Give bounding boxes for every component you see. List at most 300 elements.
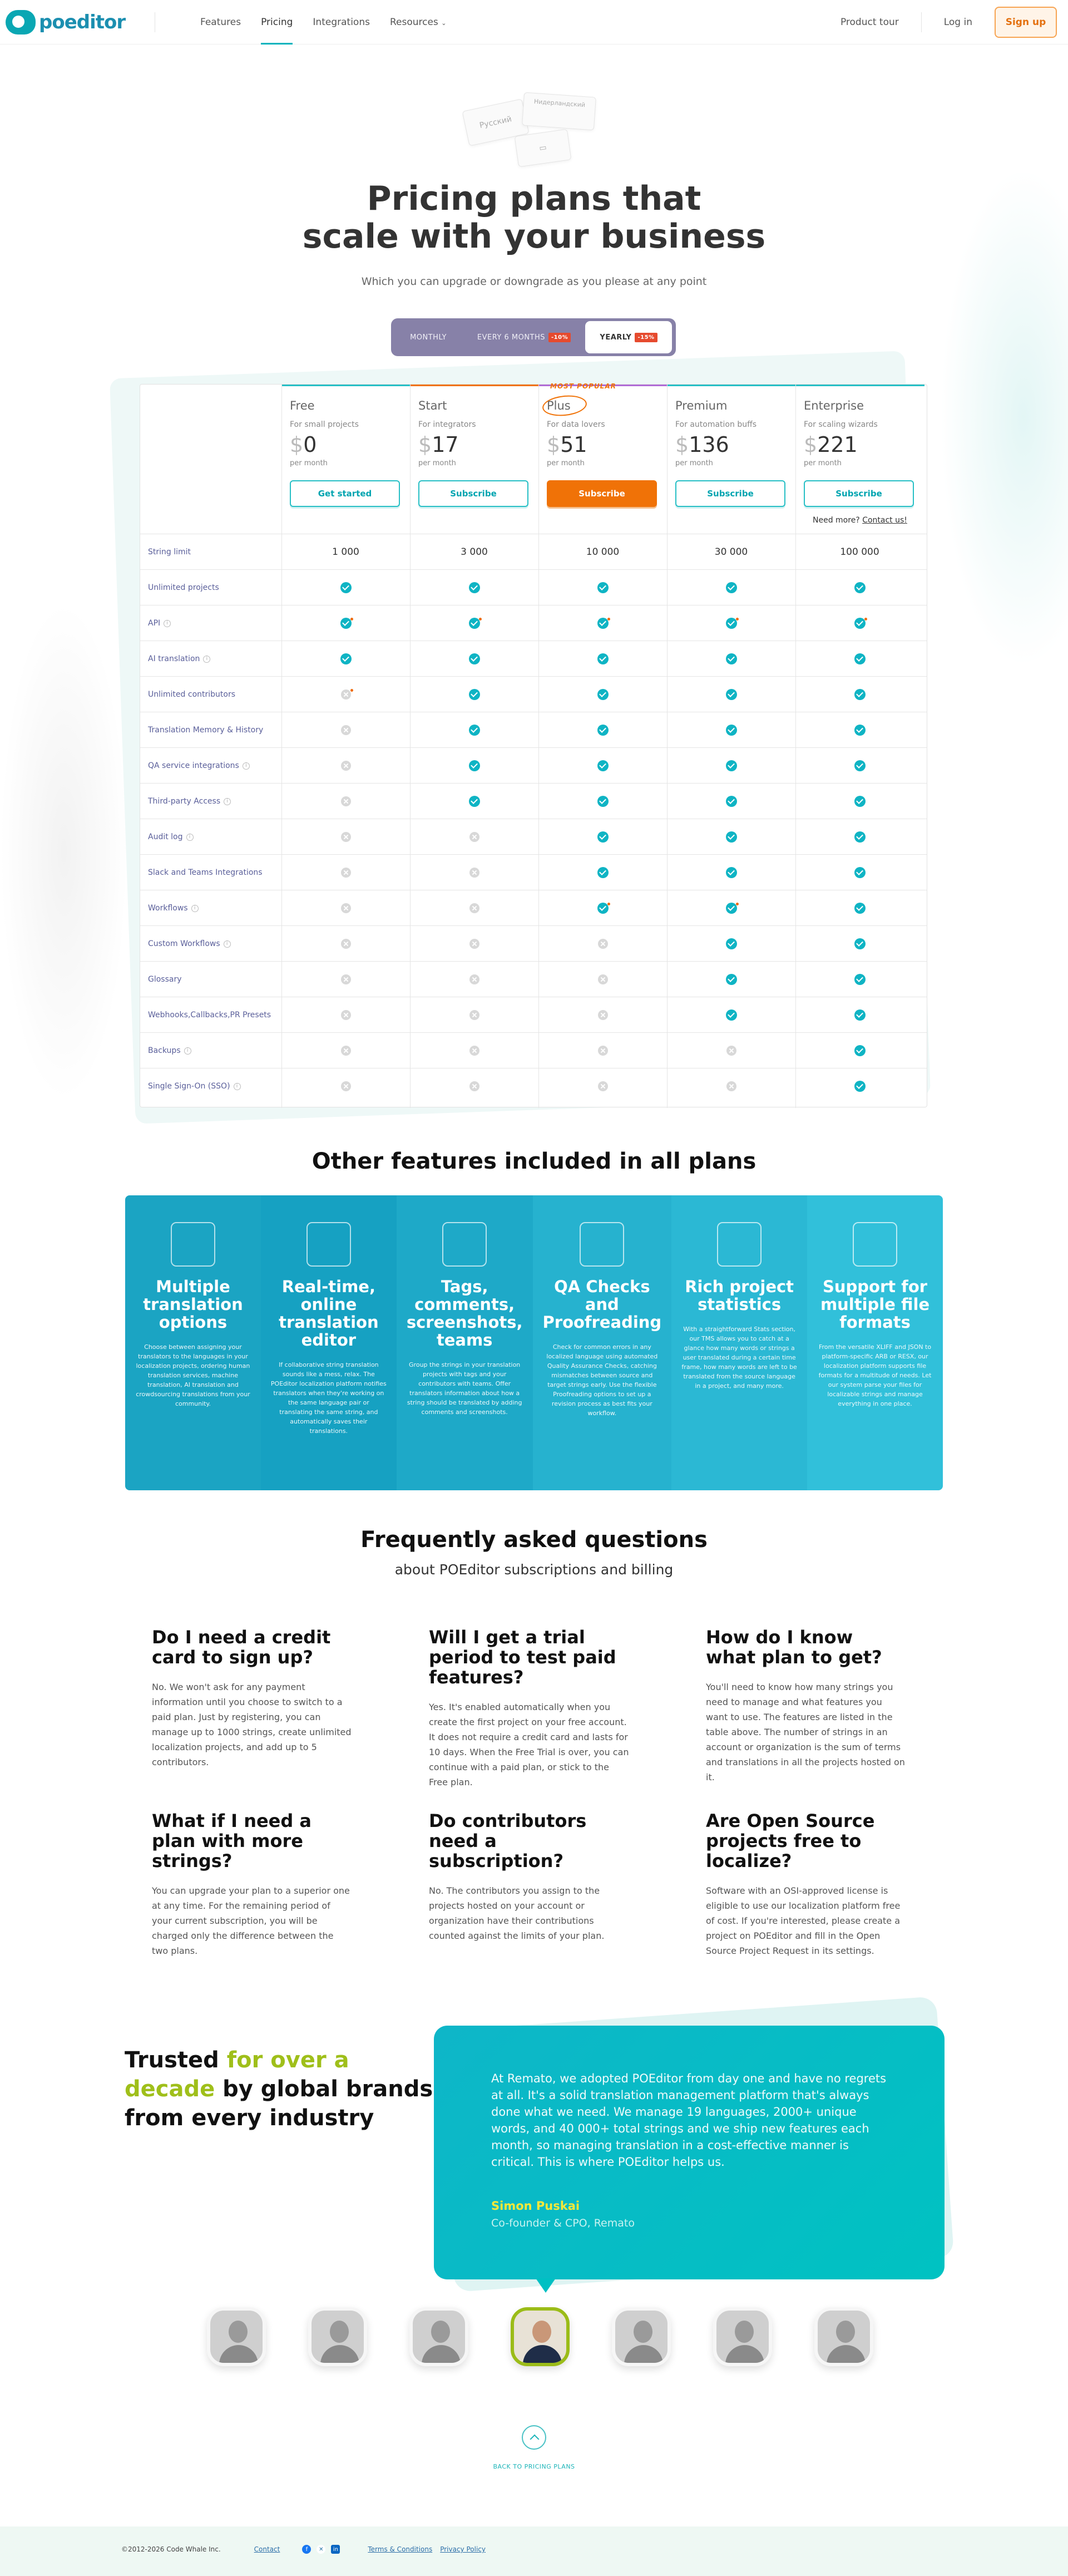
feature-name: Translation Memory & History xyxy=(148,726,264,735)
feature-cell xyxy=(281,819,410,855)
feature-card-title: Tags, comments, screenshots, teams xyxy=(406,1277,523,1349)
plan-description: For scaling wizards xyxy=(804,420,878,429)
feature-row xyxy=(140,997,927,1032)
check-icon xyxy=(726,725,737,736)
contact-us-link[interactable]: Contact us! xyxy=(862,516,907,525)
customer-avatar[interactable] xyxy=(306,2305,407,2372)
statistics-icon xyxy=(717,1222,762,1267)
feature-cell xyxy=(410,997,538,1033)
features-panel xyxy=(125,1195,943,1490)
feature-cell xyxy=(667,784,795,819)
check-icon xyxy=(726,974,737,985)
check-icon xyxy=(854,867,866,878)
feature-cell xyxy=(538,1033,667,1068)
cross-icon xyxy=(341,725,351,735)
feature-row xyxy=(140,569,927,605)
feature-card xyxy=(533,1195,672,1490)
plan-description: For small projects xyxy=(290,420,359,429)
avatar-photo xyxy=(207,2307,266,2366)
plan-price xyxy=(547,432,587,457)
feature-cell xyxy=(667,712,795,748)
plan-premium-button[interactable]: Subscribe xyxy=(675,480,785,507)
check-icon xyxy=(726,760,737,771)
title-line: scale with your business xyxy=(302,217,766,256)
feature-cell xyxy=(410,855,538,890)
price-period: per month xyxy=(804,459,842,467)
feature-row xyxy=(140,712,927,747)
product-tour-link[interactable]: Product tour xyxy=(840,17,899,28)
feature-label xyxy=(148,570,219,605)
billing-monthly[interactable] xyxy=(394,321,463,353)
testimonial-card xyxy=(434,2026,945,2279)
check-icon xyxy=(469,760,480,771)
info-icon[interactable]: i xyxy=(184,1047,191,1055)
avatar-photo xyxy=(308,2307,367,2366)
customer-avatar[interactable] xyxy=(711,2305,812,2372)
feature-value: 100 000 xyxy=(840,546,879,558)
hero-card xyxy=(522,92,596,131)
arrow-up-icon xyxy=(522,2425,546,2450)
feature-cell xyxy=(795,926,924,962)
info-icon[interactable]: i xyxy=(243,762,250,770)
feature-value: 1 000 xyxy=(332,546,359,558)
footnote-dot-icon xyxy=(736,903,739,905)
feature-cell xyxy=(667,997,795,1033)
feature-row xyxy=(140,641,927,676)
faq-answer: You'll need to know how many strings you need to manage and what features you want to use. The features are listed in the table above. The number of strings in an account or organization is the sum of terms and translations in all the projects hosted on it. xyxy=(706,1682,905,1782)
feature-cell xyxy=(795,962,924,997)
feature-cell xyxy=(667,677,795,712)
feature-cell xyxy=(538,570,667,605)
feature-cell xyxy=(538,748,667,784)
cross-icon xyxy=(341,868,351,878)
info-icon[interactable]: i xyxy=(186,834,194,841)
plan-enterprise-button[interactable]: Subscribe xyxy=(804,480,914,507)
check-icon xyxy=(726,867,737,878)
customer-avatars xyxy=(205,2305,913,2372)
feature-name: String limit xyxy=(148,548,191,556)
feature-card xyxy=(807,1195,943,1490)
cross-icon xyxy=(469,1046,479,1056)
check-icon xyxy=(726,689,737,700)
feature-cell xyxy=(795,677,924,712)
footer-contact-link[interactable]: Contact xyxy=(254,2545,280,2553)
book-icon: ▭ xyxy=(538,143,547,153)
check-icon xyxy=(597,725,609,736)
feature-cell xyxy=(538,605,667,641)
feature-cell xyxy=(538,534,667,570)
feature-row xyxy=(140,925,927,961)
feature-cell xyxy=(281,748,410,784)
check-icon xyxy=(340,582,352,593)
plan-description: For data lovers xyxy=(547,420,605,429)
feature-row xyxy=(140,1032,927,1068)
feature-cell xyxy=(410,926,538,962)
footnote-dot-icon xyxy=(350,618,353,620)
check-icon xyxy=(854,725,866,736)
hero-illustration xyxy=(456,95,612,161)
footer-terms-link[interactable]: Terms & Conditions xyxy=(368,2545,433,2553)
feature-row xyxy=(140,1068,927,1104)
qa-icon xyxy=(580,1222,624,1267)
check-icon xyxy=(469,618,480,629)
feature-label xyxy=(148,748,250,784)
comments-icon xyxy=(442,1222,487,1267)
plan-name: Plus xyxy=(547,399,571,412)
faq-item xyxy=(429,1811,629,1943)
feature-cell xyxy=(538,712,667,748)
footnote-dot-icon xyxy=(607,903,610,905)
check-icon xyxy=(469,725,480,736)
feature-cell xyxy=(795,570,924,605)
check-icon xyxy=(854,1009,866,1021)
check-icon xyxy=(597,831,609,843)
footnote-dot-icon xyxy=(479,618,482,620)
feature-cell xyxy=(795,997,924,1033)
feature-value: 3 000 xyxy=(461,546,488,558)
nav-integrations[interactable]: Integrations xyxy=(313,17,370,28)
hero-card-text: Русский xyxy=(478,115,513,130)
feature-cell xyxy=(795,1068,924,1104)
avatar-photo xyxy=(713,2307,772,2366)
feature-name: Single Sign-On (SSO) xyxy=(148,1082,230,1091)
currency: $ xyxy=(418,432,432,457)
check-icon xyxy=(469,796,480,807)
feature-name: QA service integrations xyxy=(148,761,239,770)
feature-cell xyxy=(281,570,410,605)
feature-label xyxy=(148,712,263,748)
cross-icon xyxy=(341,832,351,842)
feature-cell xyxy=(795,784,924,819)
customer-avatar[interactable] xyxy=(610,2305,711,2372)
file-icon xyxy=(853,1222,897,1267)
other-features-title: Other features included in all plans xyxy=(312,1149,756,1174)
linkedin-icon[interactable]: in xyxy=(331,2545,340,2554)
feature-card-title: Multiple translation options xyxy=(143,1277,243,1332)
feature-card-description: If collaborative string translation sounds like a mess, relax. The POEditor localization platform notifies translators when they're working on the same language pair or translating the same string, and automatically saves their translations. xyxy=(270,1361,387,1435)
facebook-icon[interactable]: f xyxy=(302,2545,311,2554)
footnote-dot-icon xyxy=(736,618,739,620)
plan-free-button[interactable]: Get started xyxy=(290,480,400,507)
faq-answer: You can upgrade your plan to a superior one at any time. For the remaining period of your current subscription, you will be charged only the difference between the two plans. xyxy=(152,1885,350,1956)
feature-cell xyxy=(667,641,795,677)
check-icon xyxy=(726,653,737,664)
check-icon xyxy=(854,831,866,843)
header-actions xyxy=(840,0,1068,45)
info-icon[interactable]: i xyxy=(191,905,199,912)
main-nav xyxy=(190,0,456,45)
feature-card-description: Group the strings in your translation projects with tags and your contributors with teams. Offer translators information about how a string should be translated by adding comments and screenshots. xyxy=(407,1361,522,1416)
feature-label xyxy=(148,677,235,712)
check-icon xyxy=(340,653,352,664)
billing-6-months[interactable] xyxy=(463,321,585,353)
feature-name: Workflows xyxy=(148,904,188,913)
faq-answer: No. We won't ask for any payment information until you choose to switch to a paid plan. Just by registering, you can manage up to 1000 strings, create unlimited localization projects, and add up to 5 contributors. xyxy=(152,1682,352,1767)
feature-cell xyxy=(667,890,795,926)
check-icon xyxy=(597,796,609,807)
feature-cell xyxy=(410,1033,538,1068)
feature-row xyxy=(140,534,927,569)
stopwatch-icon xyxy=(306,1222,351,1267)
feature-card-title: Real-time, online translation editor xyxy=(279,1277,379,1349)
feature-cell xyxy=(281,855,410,890)
feature-label xyxy=(148,962,182,997)
check-icon xyxy=(469,653,480,664)
feature-cell xyxy=(667,855,795,890)
info-icon[interactable]: i xyxy=(224,940,231,948)
customer-avatar[interactable] xyxy=(205,2305,306,2372)
avatar-photo xyxy=(511,2307,570,2366)
feature-name: Third-party Access xyxy=(148,797,221,806)
feature-name: API xyxy=(148,619,161,628)
feature-cell xyxy=(538,1068,667,1104)
plan-accent-line xyxy=(411,385,539,386)
most-popular-label: MOST POPULAR xyxy=(550,382,616,390)
feature-cell xyxy=(410,712,538,748)
cross-icon xyxy=(726,1046,736,1056)
footnote-dot-icon xyxy=(607,618,610,620)
nav-pricing[interactable]: Pricing xyxy=(251,0,303,45)
feature-cell xyxy=(410,1068,538,1104)
feature-cell xyxy=(410,890,538,926)
footer-privacy-link[interactable]: Privacy Policy xyxy=(440,2545,486,2553)
price-value: 51 xyxy=(560,432,587,457)
cross-icon xyxy=(341,761,351,771)
check-icon xyxy=(597,582,609,593)
plan-price xyxy=(418,432,459,457)
cross-icon xyxy=(341,1046,351,1056)
cross-icon xyxy=(469,974,479,984)
billing-label: YEARLY xyxy=(600,333,632,342)
quote-pointer xyxy=(536,2278,556,2293)
cross-icon xyxy=(598,974,608,984)
cross-icon xyxy=(341,974,351,984)
feature-cell xyxy=(795,641,924,677)
feature-cell xyxy=(281,890,410,926)
plan-name: Free xyxy=(290,399,315,412)
feature-cell xyxy=(538,819,667,855)
hero-card-text: Нидерландский xyxy=(533,97,586,109)
site-footer xyxy=(0,2526,1068,2576)
back-to-pricing[interactable] xyxy=(0,2425,1068,2470)
feature-cell xyxy=(281,712,410,748)
check-icon xyxy=(726,1009,737,1021)
feature-cell xyxy=(667,926,795,962)
customer-avatar[interactable] xyxy=(812,2305,913,2372)
cross-icon xyxy=(598,939,608,949)
logo[interactable] xyxy=(6,10,125,35)
need-more-text: Need more? xyxy=(813,516,860,525)
info-icon[interactable]: i xyxy=(234,1083,241,1090)
plan-name: Premium xyxy=(675,399,728,412)
cross-icon xyxy=(598,1046,608,1056)
check-icon xyxy=(597,867,609,878)
signup-button[interactable]: Sign up xyxy=(995,7,1057,38)
x-twitter-icon[interactable]: ✕ xyxy=(317,2545,325,2554)
feature-cell xyxy=(795,819,924,855)
cross-icon xyxy=(598,1010,608,1020)
feature-cell xyxy=(795,855,924,890)
check-icon xyxy=(726,796,737,807)
feature-card xyxy=(397,1195,533,1490)
currency: $ xyxy=(547,432,561,457)
feature-cell xyxy=(281,677,410,712)
feature-cell xyxy=(795,890,924,926)
feature-cell xyxy=(667,1068,795,1104)
footnote-dot-icon xyxy=(350,689,353,692)
cross-icon xyxy=(469,903,479,913)
feature-label xyxy=(148,997,271,1033)
faq-answer: Yes. It's enabled automatically when you create the first project on your free account. It does not require a credit card and lasts for 10 days. When the Free Trial is over, you can continue with a paid plan, or stick to the Free plan. xyxy=(429,1702,629,1787)
divider xyxy=(921,12,922,32)
check-icon xyxy=(726,938,737,949)
feature-cell xyxy=(667,1033,795,1068)
cross-icon xyxy=(726,1081,736,1091)
faq-question: How do I know what plan to get? xyxy=(706,1627,882,1668)
trust-text: by global brands from every industry xyxy=(125,2076,433,2131)
info-icon[interactable]: i xyxy=(164,620,171,627)
check-icon xyxy=(726,903,737,914)
feature-name: Unlimited projects xyxy=(148,583,219,592)
cross-icon xyxy=(469,1010,479,1020)
nav-features[interactable]: Features xyxy=(200,17,241,28)
feature-label xyxy=(148,855,263,890)
feature-card-title: QA Checks and Proofreading xyxy=(542,1277,662,1332)
cross-icon xyxy=(469,868,479,878)
feature-cell xyxy=(795,534,924,570)
check-icon xyxy=(854,618,866,629)
background-decoration xyxy=(0,601,128,1102)
feature-cell xyxy=(410,748,538,784)
feature-name: Slack and Teams Integrations xyxy=(148,868,263,877)
plan-price xyxy=(675,432,729,457)
customer-avatar[interactable] xyxy=(508,2305,610,2372)
info-icon[interactable]: i xyxy=(224,798,231,805)
trust-heading xyxy=(125,2046,436,2132)
plan-start-button[interactable]: Subscribe xyxy=(418,480,528,507)
login-link[interactable]: Log in xyxy=(943,17,972,28)
check-icon xyxy=(469,582,480,593)
discount-badge: -15% xyxy=(635,333,657,342)
plan-price xyxy=(804,432,858,457)
testimonial-author: Simon Puskai xyxy=(491,2199,580,2213)
feature-row xyxy=(140,605,927,641)
billing-yearly[interactable] xyxy=(585,321,672,353)
check-icon xyxy=(854,938,866,949)
faq-question: What if I need a plan with more strings? xyxy=(152,1810,312,1871)
info-icon[interactable]: i xyxy=(203,656,210,663)
avatar-photo xyxy=(814,2307,873,2366)
faq-title: Frequently asked questions xyxy=(360,1527,708,1553)
faq-question: Do I need a credit card to sign up? xyxy=(152,1627,331,1668)
plan-description: For automation buffs xyxy=(675,420,757,429)
feature-card xyxy=(671,1195,807,1490)
nav-resources-label: Resources xyxy=(389,17,438,28)
feature-name: AI translation xyxy=(148,654,200,663)
copyright: ©2012-2026 Code Whale Inc. xyxy=(121,2545,221,2553)
feature-card-description: With a straightforward Stats section, our TMS allows you to catch at a glance how many words or strings a user translated during a certain time frame, how many words are left to be translated from the source language in a project, and many more. xyxy=(681,1326,797,1390)
feature-label xyxy=(148,605,171,641)
feature-cell xyxy=(795,748,924,784)
feature-row xyxy=(140,854,927,890)
feature-row xyxy=(140,890,927,925)
discount-badge: -10% xyxy=(548,333,571,342)
plan-accent-line xyxy=(282,385,411,386)
feature-card xyxy=(261,1195,397,1490)
faq-question: Are Open Source projects free to localize? xyxy=(706,1810,875,1871)
faq-question: Do contributors need a subscription? xyxy=(429,1810,587,1871)
check-icon xyxy=(597,618,609,629)
cross-icon xyxy=(341,1081,351,1091)
testimonial-text: At Remato, we adopted POEditor from day one and have no regrets at all. It's a solid translation management platform that's always done what we need. We manage 19 languages, 2000+ unique words, and 40 000+ total strings and we ship new features each month, so managing translation in a cost-effective manner is critical. This is where POEditor helps us. xyxy=(491,2072,887,2169)
feature-label xyxy=(148,1068,241,1104)
feature-cell xyxy=(410,570,538,605)
cross-icon xyxy=(469,939,479,949)
faq-item xyxy=(706,1627,906,1785)
feature-card-title: Rich project statistics xyxy=(685,1277,794,1314)
price-period: per month xyxy=(290,459,328,467)
check-icon xyxy=(854,689,866,700)
plan-description: For integrators xyxy=(418,420,476,429)
feature-name: Backups xyxy=(148,1046,181,1055)
plan-accent-line xyxy=(796,385,924,386)
feature-cell xyxy=(795,712,924,748)
page-title xyxy=(0,180,1068,255)
price-period: per month xyxy=(547,459,585,467)
feature-cell xyxy=(667,605,795,641)
feature-name: Custom Workflows xyxy=(148,939,220,948)
feature-cell xyxy=(538,677,667,712)
feature-label xyxy=(148,890,199,926)
feature-cell xyxy=(538,855,667,890)
feature-label xyxy=(148,784,231,819)
customer-avatar[interactable] xyxy=(407,2305,508,2372)
pricing-table xyxy=(140,384,927,1107)
feature-cell xyxy=(795,605,924,641)
feature-cell xyxy=(667,819,795,855)
plan-plus-button[interactable]: Subscribe xyxy=(547,480,657,507)
cross-icon xyxy=(341,796,351,806)
cross-icon xyxy=(341,689,351,700)
check-icon xyxy=(597,689,609,700)
feature-cell xyxy=(667,962,795,997)
check-icon xyxy=(854,796,866,807)
feature-cell xyxy=(410,677,538,712)
footnote-dot-icon xyxy=(864,618,867,620)
feature-row xyxy=(140,819,927,854)
feature-label xyxy=(148,926,231,962)
faq-subtitle: about POEditor subscriptions and billing xyxy=(394,1562,674,1578)
feature-label xyxy=(148,534,191,570)
page-subtitle: Which you can upgrade or downgrade as you please at any point xyxy=(361,275,707,288)
nav-resources[interactable] xyxy=(380,0,456,45)
price-value: 136 xyxy=(689,432,729,457)
feature-row xyxy=(140,747,927,783)
feature-value: 10 000 xyxy=(586,546,620,558)
price-period: per month xyxy=(675,459,713,467)
currency: $ xyxy=(804,432,818,457)
cross-icon xyxy=(341,1010,351,1020)
feature-cell xyxy=(410,641,538,677)
cross-icon xyxy=(469,832,479,842)
site-header xyxy=(0,0,1068,45)
faq-question: Will I get a trial period to test paid features? xyxy=(429,1627,616,1688)
feature-row xyxy=(140,783,927,819)
cross-icon xyxy=(598,1081,608,1091)
cross-icon xyxy=(341,903,351,913)
check-icon xyxy=(854,1081,866,1092)
feature-cell xyxy=(538,890,667,926)
